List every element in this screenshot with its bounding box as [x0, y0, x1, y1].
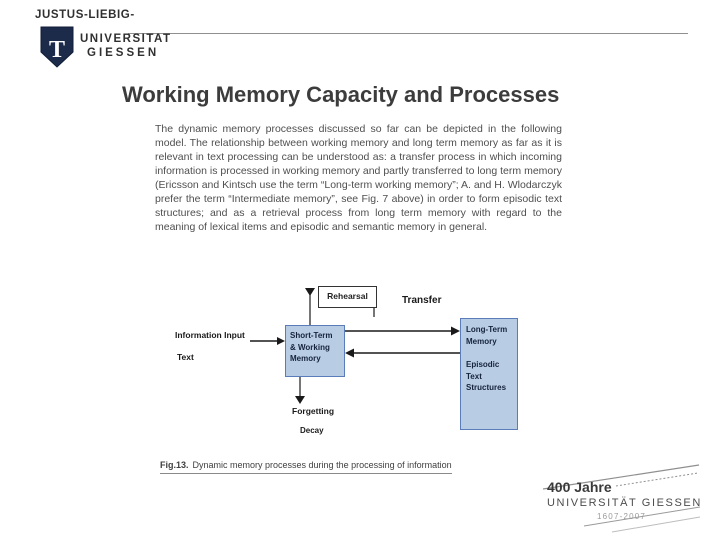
figure-caption-text: Dynamic memory processes during the processing of information: [192, 460, 452, 470]
figure-caption-number: Fig.13.: [160, 460, 189, 470]
university-shield-logo: [40, 26, 74, 68]
rehearsal-arrowhead: [305, 288, 315, 296]
university-name-line2: UNIVERSITAT: [80, 33, 172, 45]
long-term-box-title2: Memory: [466, 336, 497, 346]
footer-university-name: UNIVERSITÄT GIESSEN: [547, 497, 702, 509]
long-term-memory-box: [460, 318, 518, 430]
university-name-line1: JUSTUS-LIEBIG-: [35, 9, 135, 21]
text-input-label: Text: [177, 352, 194, 362]
transfer-arrowhead: [451, 327, 460, 336]
information-input-label: Information Input: [175, 330, 245, 340]
anniversary-label: 400 Jahre: [547, 479, 612, 495]
figure-caption: [160, 460, 452, 474]
rehearsal-box: Rehearsal: [318, 286, 377, 308]
long-term-box-spacer: [466, 347, 515, 359]
input-arrowhead: [277, 337, 285, 345]
university-name-line3: GIESSEN: [87, 47, 160, 59]
retrieval-arrowhead: [345, 349, 354, 358]
forgetting-arrowhead: [295, 396, 305, 404]
slide-title: Working Memory Capacity and Processes: [122, 82, 560, 107]
body-paragraph: The dynamic memory processes discussed so far can be depicted in the following model. The relationship between working memory and long term memory as far as it is relevant in text processing can be understood as: a transfer process in which incoming information is processed in working memory and partly transferred to long term memory (Ericsson and Kintsch use the term “Long-term working memory”; A. and H. Wlodarczyk prefer the term “Intermediate memory”, see Fig. 7 above) in order to form episodic text structures; and as a retrieval process from long term memory with regard to the meaning of lexical items and episodic and semantic memory in general.: [155, 123, 562, 233]
shield-emblem-icon: T: [48, 37, 66, 63]
short-term-box-line3: Memory: [290, 354, 321, 363]
transfer-label: Transfer: [402, 295, 442, 306]
long-term-box-sub1: Episodic: [466, 360, 500, 369]
footer-dotted-line: [616, 473, 698, 486]
long-term-box-title1: Long-Term: [466, 325, 508, 334]
long-term-box-sub3: Structures: [466, 383, 507, 392]
long-term-box-sub2: Text: [466, 371, 482, 381]
decay-label: Decay: [300, 426, 324, 435]
forgetting-label: Forgetting: [292, 406, 335, 416]
short-term-box-line1: Short-Term: [290, 331, 333, 340]
anniversary-years: 1607-2007: [597, 512, 647, 521]
short-term-box-line2: & Working: [290, 342, 330, 352]
short-term-memory-box: [285, 325, 345, 377]
